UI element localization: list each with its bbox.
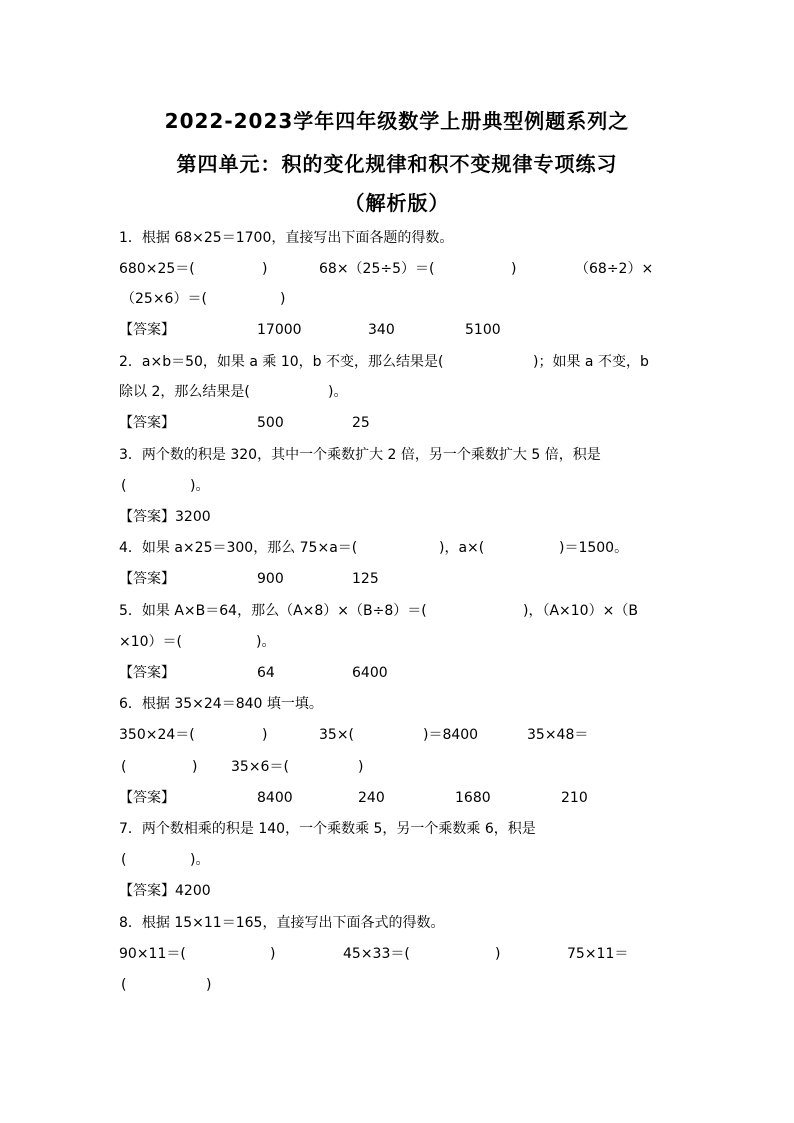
answer-value: 25 — [352, 415, 370, 431]
answer-value: 500 — [257, 415, 284, 431]
question-text: 4．如果 a×25＝300，那么 75×a＝( — [119, 540, 358, 556]
answer-value: 240 — [358, 790, 385, 806]
answer-value: 1680 — [455, 790, 491, 806]
answer-value: 8400 — [257, 790, 293, 806]
question-text: )。 — [190, 852, 210, 868]
question-text: )。 — [328, 384, 348, 400]
blank-text: 680×25＝( — [119, 261, 195, 277]
answer-value: 340 — [368, 322, 395, 338]
blank-text: 68×（25÷5）＝( — [319, 261, 435, 277]
answer-value: 6400 — [352, 665, 388, 681]
blank-text: 75×11＝ — [567, 946, 629, 962]
answer-value: 900 — [257, 571, 284, 587]
question-text: 5．如果 A×B＝64，那么（A×8）×（B÷8）＝( — [119, 603, 427, 619]
question-text: ( — [121, 852, 127, 868]
blank-text: （68÷2）× — [575, 261, 654, 277]
answer-value: 5100 — [465, 322, 501, 338]
question-text: )；如果 a 不变，b — [533, 354, 649, 370]
answer-value: 64 — [257, 665, 275, 681]
answer-label: 【答案】 — [119, 790, 175, 806]
answer-value: 17000 — [257, 322, 302, 338]
answer-label: 【答案】 — [119, 415, 175, 431]
question-text: 2．a×b＝50，如果 a 乘 10，b 不变，那么结果是( — [119, 354, 444, 370]
title-line-1: 2022-2023学年四年级数学上册典型例题系列之 — [164, 109, 630, 133]
blank-text: ( — [121, 977, 127, 993]
blank-text: ) — [358, 759, 364, 775]
blank-text: 45×33＝( — [343, 946, 410, 962]
blank-text: 35×( — [319, 727, 355, 743]
question-text: 除以 2，那么结果是( — [119, 384, 250, 400]
blank-text: ) — [262, 727, 268, 743]
blank-text: 35×48＝ — [527, 727, 589, 743]
title-line-2: 第四单元：积的变化规律和积不变规律专项练习 — [176, 152, 618, 176]
question-text: )。 — [256, 634, 276, 650]
question-text: ( — [121, 478, 127, 494]
blank-text: ) — [280, 291, 286, 307]
title-line-3: （解析版） — [344, 191, 450, 215]
blank-text: （25×6）＝( — [121, 291, 207, 307]
question-text: )，a×( — [439, 540, 485, 556]
blank-text: ) — [495, 946, 501, 962]
answer-value: 3200 — [175, 509, 211, 525]
question-text: 7．两个数相乘的积是 140，一个乘数乘 5，另一个乘数乘 6，积是 — [119, 821, 536, 837]
question-text: 8．根据 15×11＝165，直接写出下面各式的得数。 — [119, 915, 445, 931]
question-text: ×10）＝( — [119, 634, 183, 650]
answer-value: 210 — [561, 790, 588, 806]
blank-text: ( — [121, 759, 127, 775]
blank-text: ) — [206, 977, 212, 993]
answer-label: 【答案】 — [119, 509, 175, 525]
question-text: 3．两个数的积是 320，其中一个乘数扩大 2 倍，另一个乘数扩大 5 倍，积是 — [119, 447, 601, 463]
blank-text: ) — [270, 946, 276, 962]
blank-text: ) — [511, 261, 517, 277]
answer-label: 【答案】 — [119, 665, 175, 681]
question-text: )＝1500。 — [559, 540, 629, 556]
blank-text: )＝8400 — [423, 727, 479, 743]
question-text: )，（A×10）×（B — [523, 603, 638, 619]
answer-label: 【答案】 — [119, 883, 175, 899]
answer-value: 4200 — [175, 883, 211, 899]
blank-text: ) — [192, 759, 198, 775]
question-text: 6．根据 35×24＝840 填一填。 — [119, 696, 323, 712]
answer-label: 【答案】 — [119, 322, 175, 338]
blank-text: 35×6＝( — [231, 759, 289, 775]
question-text: )。 — [190, 478, 210, 494]
blank-text: 350×24＝( — [119, 727, 195, 743]
blank-text: ) — [262, 261, 268, 277]
question-text: 1．根据 68×25＝1700，直接写出下面各题的得数。 — [119, 230, 454, 246]
blank-text: 90×11＝( — [119, 946, 186, 962]
answer-value: 125 — [352, 571, 379, 587]
answer-label: 【答案】 — [119, 571, 175, 587]
